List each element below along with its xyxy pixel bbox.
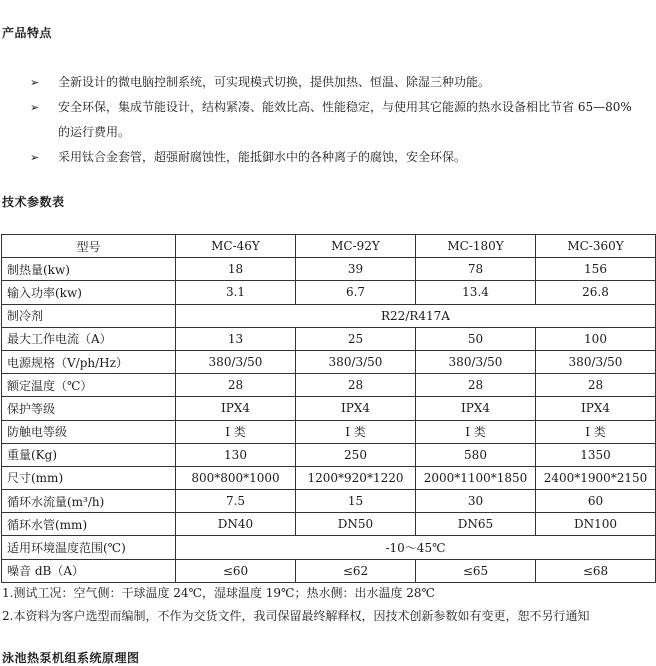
row-label: 噪音 dB（A） (2, 559, 176, 582)
table-cell: 380/3/50 (416, 350, 536, 373)
table-cell: 26.8 (536, 281, 656, 304)
table-cell: ≤62 (296, 559, 416, 582)
table-row (2, 490, 656, 513)
table-cell: DN65 (416, 513, 536, 536)
table-cell: 100 (536, 327, 656, 350)
table-cell: DN100 (536, 513, 656, 536)
table-cell: IPX4 (176, 397, 296, 420)
row-label: 尺寸(mm) (2, 466, 176, 489)
table-row (2, 559, 656, 582)
row-label: 电源规格（V/ph/Hz） (2, 350, 176, 373)
diagram-heading: 泳池热泵机组系统原理图 (2, 651, 140, 665)
feature-item (30, 95, 654, 120)
table-cell: 580 (416, 443, 536, 466)
table-cell: 380/3/50 (536, 350, 656, 373)
row-label: 制热量(kw) (2, 258, 176, 281)
table-row (2, 350, 656, 373)
table-cell: 50 (416, 327, 536, 350)
feature-item-continuation (30, 120, 654, 145)
merged-cell: R22/R417A (176, 304, 656, 327)
table-cell: 13 (176, 327, 296, 350)
arrow-bullet-icon: ➢ (30, 76, 40, 89)
table-row (2, 304, 656, 327)
table-row (2, 536, 656, 559)
row-label: 保护等级 (2, 397, 176, 420)
arrow-bullet-icon: ➢ (30, 151, 40, 164)
table-cell: 1350 (536, 443, 656, 466)
table-cell: 28 (296, 374, 416, 397)
table-cell: I 类 (416, 420, 536, 443)
table-cell: I 类 (296, 420, 416, 443)
row-label: 循环水管(mm) (2, 513, 176, 536)
params-table (1, 234, 656, 583)
feature-text: 安全环保，集成节能设计，结构紧凑、能效比高、性能稳定，与使用其它能源的热水设备相比节省 65—80% (58, 100, 632, 114)
table-cell: 28 (536, 374, 656, 397)
table-cell: 30 (416, 490, 536, 513)
row-label: 循环水流量(m³/h) (2, 490, 176, 513)
row-label: 防触电等级 (2, 420, 176, 443)
note-line: 1.测试工况：空气侧：干球温度 24℃，湿球温度 19℃；热水侧：出水温度 28℃ (2, 586, 435, 600)
table-cell: DN40 (176, 513, 296, 536)
table-cell: 2400*1900*2150 (536, 466, 656, 489)
feature-text: 全新设计的微电脑控制系统，可实现模式切换，提供加热、恒温、除湿三种功能。 (58, 75, 491, 89)
table-cell: 156 (536, 258, 656, 281)
table-cell: 2000*1100*1850 (416, 466, 536, 489)
header-model-label: 型号 (2, 235, 176, 258)
table-cell: I 类 (176, 420, 296, 443)
table-header-row (2, 235, 656, 258)
table-row (2, 420, 656, 443)
note-line: 2.本资料为客户选型而编制，不作为交货文件，我司保留最终解释权，因技术创新参数如有变更，恕不另行通知 (2, 609, 590, 623)
table-cell: DN50 (296, 513, 416, 536)
table-cell: 15 (296, 490, 416, 513)
table-row (2, 281, 656, 304)
table-cell: 3.1 (176, 281, 296, 304)
table-cell: 13.4 (416, 281, 536, 304)
bullet-spacer (30, 120, 58, 145)
table-cell: IPX4 (296, 397, 416, 420)
row-label: 重量(Kg) (2, 443, 176, 466)
table-row (2, 327, 656, 350)
merged-cell: -10～45℃ (176, 536, 656, 559)
table-cell: 18 (176, 258, 296, 281)
header-model: MC-46Y (176, 235, 296, 258)
table-row (2, 443, 656, 466)
table-cell: 800*800*1000 (176, 466, 296, 489)
table-row (2, 374, 656, 397)
table-cell: 6.7 (296, 281, 416, 304)
table-cell: 130 (176, 443, 296, 466)
feature-text: 采用钛合金套管，超强耐腐蚀性，能抵御水中的各种离子的腐蚀，安全环保。 (58, 150, 467, 164)
header-model: MC-180Y (416, 235, 536, 258)
table-cell: 28 (176, 374, 296, 397)
table-cell: 28 (416, 374, 536, 397)
header-model: MC-92Y (296, 235, 416, 258)
header-model: MC-360Y (536, 235, 656, 258)
table-cell: 380/3/50 (176, 350, 296, 373)
arrow-bullet-icon: ➢ (30, 101, 40, 114)
table-cell: 250 (296, 443, 416, 466)
table-cell: IPX4 (416, 397, 536, 420)
row-label: 适用环境温度范围(℃) (2, 536, 176, 559)
table-cell: ≤65 (416, 559, 536, 582)
notes (2, 582, 654, 628)
row-label: 额定温度（℃） (2, 374, 176, 397)
table-cell: 78 (416, 258, 536, 281)
table-cell: IPX4 (536, 397, 656, 420)
table-cell: ≤68 (536, 559, 656, 582)
table-row (2, 397, 656, 420)
features-heading: 产品特点 (2, 26, 53, 40)
feature-text: 的运行费用。 (58, 125, 131, 139)
feature-item (30, 70, 654, 95)
table-cell: 380/3/50 (296, 350, 416, 373)
table-cell: ≤60 (176, 559, 296, 582)
table-row (2, 258, 656, 281)
row-label: 输入功率(kw) (2, 281, 176, 304)
table-row (2, 466, 656, 489)
params-heading: 技术参数表 (2, 195, 65, 209)
feature-item (30, 145, 654, 170)
features-list (30, 70, 654, 170)
table-cell: 39 (296, 258, 416, 281)
row-label: 制冷剂 (2, 304, 176, 327)
table-cell: 1200*920*1220 (296, 466, 416, 489)
row-label: 最大工作电流（A） (2, 327, 176, 350)
table-cell: 25 (296, 327, 416, 350)
table-cell: I 类 (536, 420, 656, 443)
table-row (2, 513, 656, 536)
table-body (2, 258, 656, 583)
table-cell: 60 (536, 490, 656, 513)
table-cell: 7.5 (176, 490, 296, 513)
